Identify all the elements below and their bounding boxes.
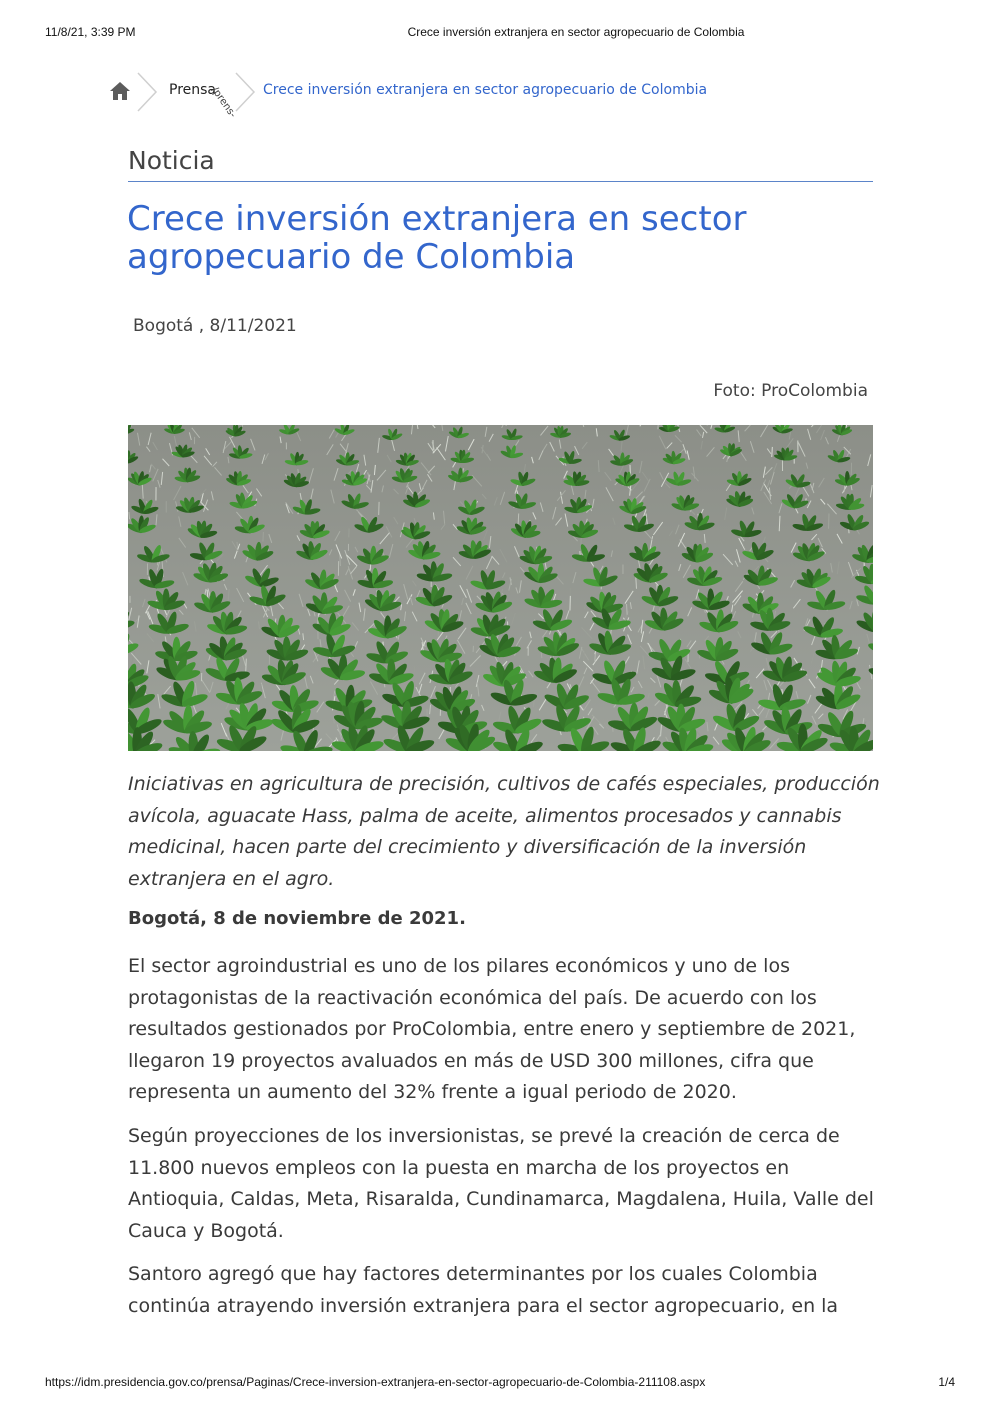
article-dateline: Bogotá , 8/11/2021 — [133, 316, 297, 336]
print-datetime: 11/8/21, 3:39 PM — [45, 25, 136, 39]
breadcrumb — [106, 72, 866, 120]
print-page-title: Crece inversión extranjera en sector agropecuario de Colombia — [407, 25, 745, 39]
print-footer — [0, 1375, 1000, 1391]
breadcrumb-item-current[interactable]: Crece inversión extranjera en sector agropecuario de Colombia — [263, 82, 708, 98]
page-url: https://idm.presidencia.gov.co/prensa/Paginas/Crece-inversion-extranjera-en-sector-agropecuario-de-Colombia-211108.aspx — [45, 1375, 706, 1389]
article-photo — [128, 425, 873, 751]
article-lead: Bogotá, 8 de noviembre de 2021. — [128, 908, 466, 929]
breadcrumb-url-fragment: /prens- — [208, 85, 239, 120]
article-paragraph: Según proyecciones de los inversionistas, se prevé la creación de cerca de 11.800 nuevos empleos con la puesta en marcha de los proyectos en Antioquia, Caldas, Meta, Risaralda, Cundinamarca, Magdalena, Huila, Valle del Cauca y Bogotá. — [128, 1125, 874, 1242]
article-paragraph: Santoro agregó que hay factores determinantes por los cuales Colombia continúa atrayendo inversión extranjera para el sector agropecuario, en la — [128, 1263, 839, 1317]
chevron-right-icon — [136, 72, 158, 112]
photo-caption: Iniciativas en agricultura de precisión, cultivos de cafés especiales, producción avícola, aguacate Hass, palma de aceite, alimentos procesados y cannabis medicinal, hacen parte del crecimiento y diversificación de la inversión extranjera en el agro. — [128, 773, 880, 890]
page-number: 1/4 — [938, 1375, 955, 1389]
article-headline: Crece inversión extranjera en sector agropecuario de Colombia — [127, 199, 747, 277]
section-divider — [128, 181, 873, 182]
section-label: Noticia — [128, 146, 215, 175]
breadcrumb-item-prensa[interactable]: Prensa — [169, 82, 217, 98]
article-paragraph: El sector agroindustrial es uno de los pilares económicos y uno de los protagonistas de la reactivación económica del país. De acuerdo con los resultados gestionados por ProColombia, entre enero y septiembre de 2021, llegaron 19 proyectos avaluados en más de USD 300 millones, cifra que representa un aumento del 32% frente a igual periodo de 2020. — [128, 955, 856, 1103]
home-icon[interactable] — [109, 81, 131, 101]
photo-credit: Foto: ProColombia — [713, 381, 868, 401]
chevron-right-icon — [234, 72, 256, 112]
print-header — [0, 25, 1000, 41]
crop-field-image — [128, 425, 873, 751]
